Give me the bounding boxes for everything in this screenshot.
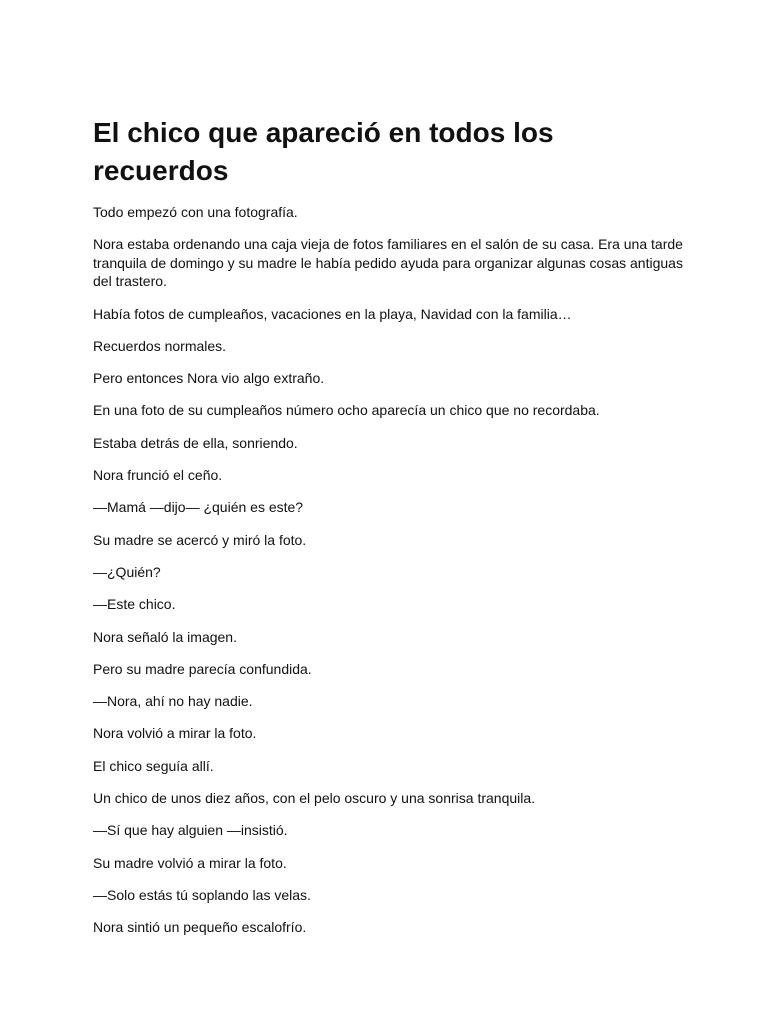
paragraph: —Solo estás tú soplando las velas. [93,886,311,903]
paragraph: Nora señaló la imagen. [93,628,237,645]
paragraph: Recuerdos normales. [93,337,227,354]
paragraph: —Mamá —dijo— ¿quién es este? [93,499,304,516]
paragraph: Nora volvió a mirar la foto. [93,725,257,742]
paragraph: En una foto de su cumpleaños número ocho aparecía un chico que no recordaba. [93,402,600,419]
paragraph: Nora sintió un pequeño escalofrío. [93,919,307,936]
paragraph: Había fotos de cumpleaños, vacaciones en la playa, Navidad con la familia… [93,305,572,322]
paragraph: Su madre volvió a mirar la foto. [93,854,287,871]
paragraph: Pero entonces Nora vio algo extraño. [93,370,325,387]
paragraph: —Sí que hay alguien —insistió. [93,822,288,839]
paragraph: Nora frunció el ceño. [93,467,223,484]
paragraph: —Este chico. [93,596,176,613]
paragraph: Nora estaba ordenando una caja vieja de fotos familiares en el salón de su casa. Era una tarde tranquila de domingo y su madre le había pedido ayuda para organizar algunas cosas antiguas del trastero. [93,236,683,290]
paragraph: El chico seguía allí. [93,757,214,774]
paragraph: Pero su madre parecía confundida. [93,660,312,677]
document-title: El chico que apareció en todos los recuerdos [93,117,554,186]
paragraph: Estaba detrás de ella, sonriendo. [93,434,298,451]
paragraph: Su madre se acercó y miró la foto. [93,531,307,548]
paragraph: Un chico de unos diez años, con el pelo oscuro y una sonrisa tranquila. [93,790,536,807]
paragraph: Todo empezó con una fotografía. [93,204,298,220]
paragraph: —Nora, ahí no hay nadie. [93,693,253,710]
paragraph: —¿Quién? [93,563,161,580]
document-page [93,114,683,951]
